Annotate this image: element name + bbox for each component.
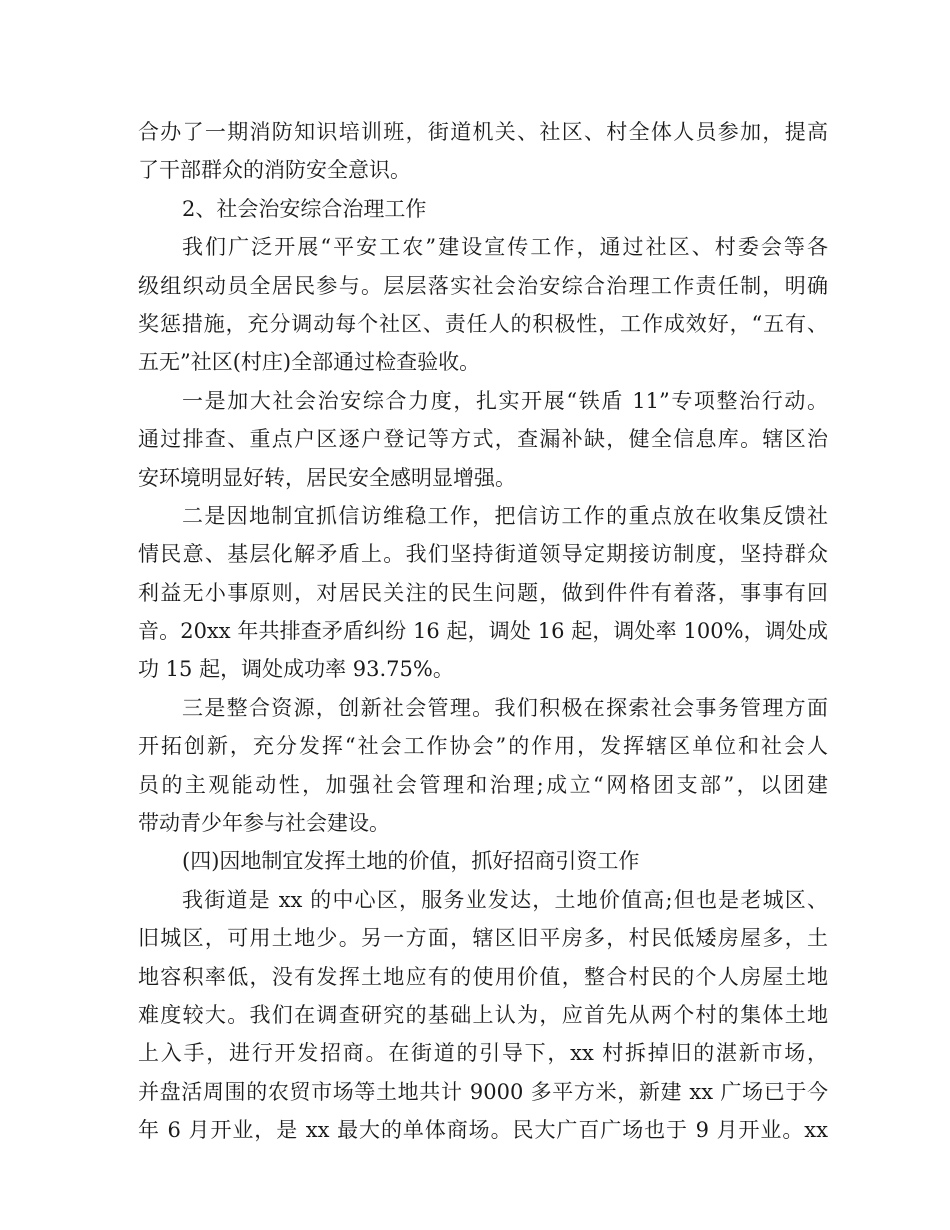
text-line: 功 15 起，调处成功率 93.75%。 (138, 657, 454, 682)
text-line: 2、社会治安综合治理工作 (182, 196, 427, 221)
text-line: 级组织动员全居民参与。层层落实社会治安综合治理工作责任制，明确 (138, 273, 828, 298)
text-line: 通过排查、重点户区逐户登记等方式，查漏补缺，健全信息库。辖区治 (138, 427, 828, 452)
document-body (138, 113, 828, 1150)
text-line: 奖惩措施，充分调动每个社区、责任人的积极性，工作成效好，“五有、 (138, 311, 828, 336)
text-line: 情民意、基层化解矛盾上。我们坚持街道领导定期接访制度，坚持群众 (138, 542, 828, 567)
text-line: 我街道是 xx 的中心区，服务业发达，土地价值高;但也是老城区、 (182, 887, 828, 912)
text-line: 安环境明显好转，居民安全感明显增强。 (138, 465, 516, 490)
text-line: 合办了一期消防知识培训班，街道机关、社区、村全体人员参加，提高 (138, 120, 828, 144)
text-line: 音。20xx 年共排查矛盾纠纷 16 起，调处 16 起，调处率 100%，调处成 (138, 619, 828, 644)
text-line: 三是整合资源，创新社会管理。我们积极在探索社会事务管理方面 (182, 695, 828, 720)
text-line: 旧城区，可用土地少。另一方面，辖区旧平房多，村民低矮房屋多，土 (138, 926, 828, 951)
text-line: 五无”社区(村庄)全部通过检查验收。 (138, 350, 481, 375)
text-line: 二是因地制宜抓信访维稳工作，把信访工作的重点放在收集反馈社 (182, 503, 828, 528)
text-line: 地容积率低，没有发挥土地应有的使用价值，整合村民的个人房屋土地 (138, 964, 828, 989)
text-line: 带动青少年参与社会建设。 (138, 811, 390, 836)
text-line: (四)因地制宜发挥土地的价值，抓好招商引资工作 (182, 849, 640, 874)
text-line: 利益无小事原则，对居民关注的民生问题，做到件件有着落，事事有回 (138, 580, 828, 605)
text-line: 我们广泛开展“平安工农”建设宣传工作，通过社区、村委会等各 (182, 235, 828, 260)
text-line: 一是加大社会治安综合力度，扎实开展“铁盾 11”专项整治行动。 (182, 388, 828, 413)
text-line: 开拓创新，充分发挥“社会工作协会”的作用，发挥辖区单位和社会人 (138, 734, 828, 759)
text-line: 员的主观能动性，加强社会管理和治理;成立“网格团支部”，以团建 (138, 772, 828, 797)
text-line: 并盘活周围的农贸市场等土地共计 9000 多平方米，新建 xx 广场已于今 (138, 1079, 828, 1104)
text-line: 年 6 月开业，是 xx 最大的单体商场。民大广百广场也于 9 月开业。xx (138, 1118, 828, 1143)
text-line: 上入手，进行开发招商。在街道的引导下，xx 村拆掉旧的湛新市场， (138, 1041, 828, 1066)
text-line: 难度较大。我们在调查研究的基础上认为，应首先从两个村的集体土地 (138, 1002, 828, 1027)
text-line: 了干部群众的消防安全意识。 (138, 158, 411, 183)
